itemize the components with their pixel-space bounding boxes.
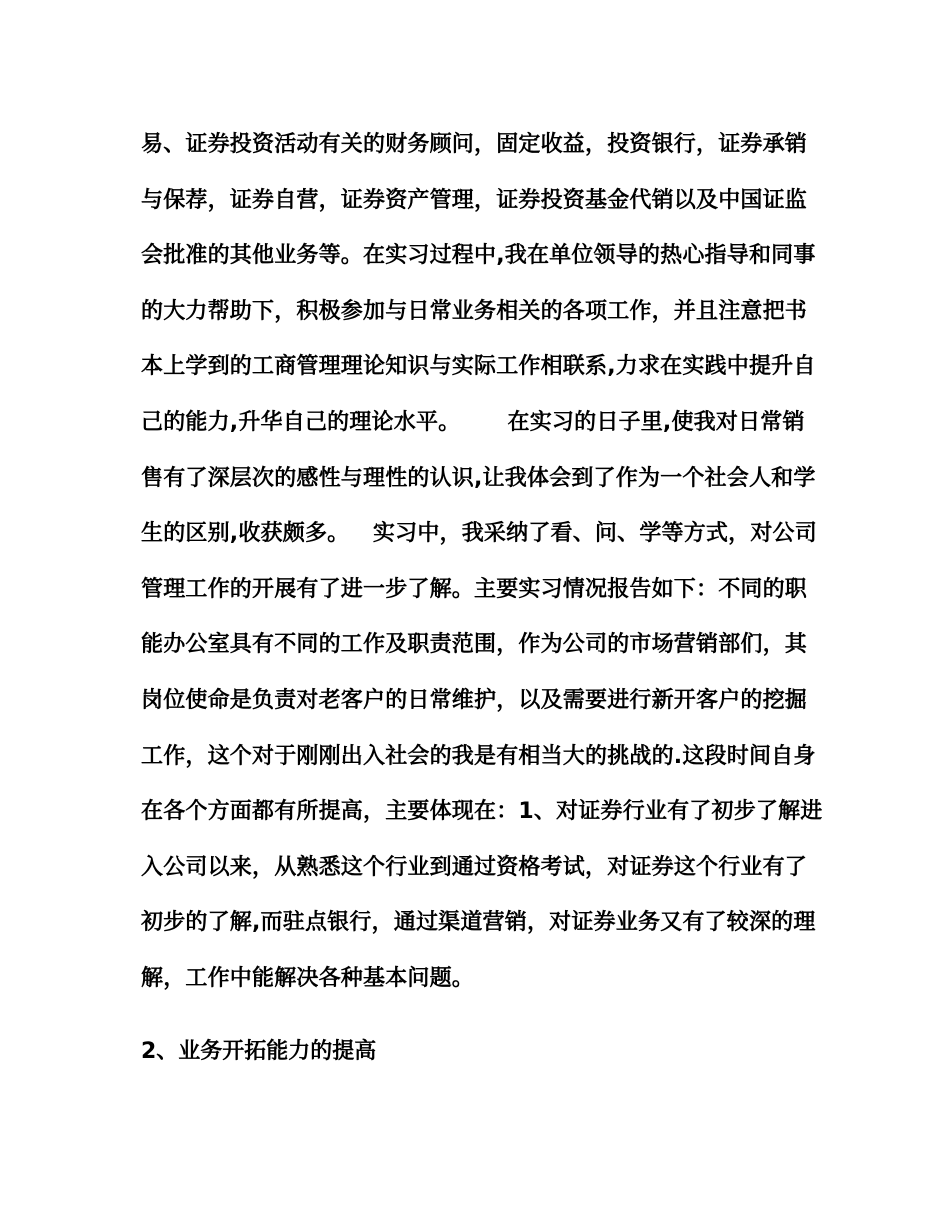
paragraph-line: 解，工作中能解决各种基本问题。 (141, 966, 475, 991)
paragraph-line: 在各个方面都有所提高，主要体现在：1、对证券行业有了初步了解进 (141, 799, 823, 824)
paragraph-line: 工作，这个对于刚刚出入社会的我是有相当大的挑战的.这段时间自身 (141, 744, 816, 769)
paragraph-line: 生的区别,收获颇多。 实习中，我采纳了看、问、学等方式，对公司 (141, 521, 817, 546)
section-heading: 2、业务开拓能力的提高 (141, 1039, 377, 1064)
paragraph-line: 己的能力,升华自己的理论水平。 在实习的日子里,使我对日常销 (141, 410, 805, 435)
paragraph-line: 售有了深层次的感性与理性的认识,让我体会到了作为一个社会人和学 (141, 466, 816, 491)
paragraph-line: 易、证券投资活动有关的财务顾问，固定收益，投资银行，证券承销 (141, 132, 808, 157)
paragraph-line: 入公司以来，从熟悉这个行业到通过资格考试，对证券这个行业有了 (141, 855, 808, 880)
paragraph-line: 的大力帮助下，积极参加与日常业务相关的各项工作，并且注意把书 (141, 299, 808, 324)
paragraph-line: 会批准的其他业务等。在实习过程中,我在单位领导的热心指导和同事 (141, 243, 816, 268)
paragraph-line: 管理工作的开展有了进一步了解。主要实习情况报告如下：不同的职 (141, 577, 808, 602)
paragraph-line: 初步的了解,而驻点银行，通过渠道营销，对证券业务又有了较深的理 (141, 910, 816, 935)
paragraph-line: 与保荐，证券自营，证券资产管理，证券投资基金代销以及中国证监 (141, 188, 808, 213)
paragraph-line: 能办公室具有不同的工作及职责范围，作为公司的市场营销部们，其 (141, 632, 808, 657)
paragraph-line: 岗位使命是负责对老客户的日常维护，以及需要进行新开客户的挖掘 (141, 688, 808, 713)
paragraph-line: 本上学到的工商管理理论知识与实际工作相联系,力求在实践中提升自 (141, 354, 816, 379)
